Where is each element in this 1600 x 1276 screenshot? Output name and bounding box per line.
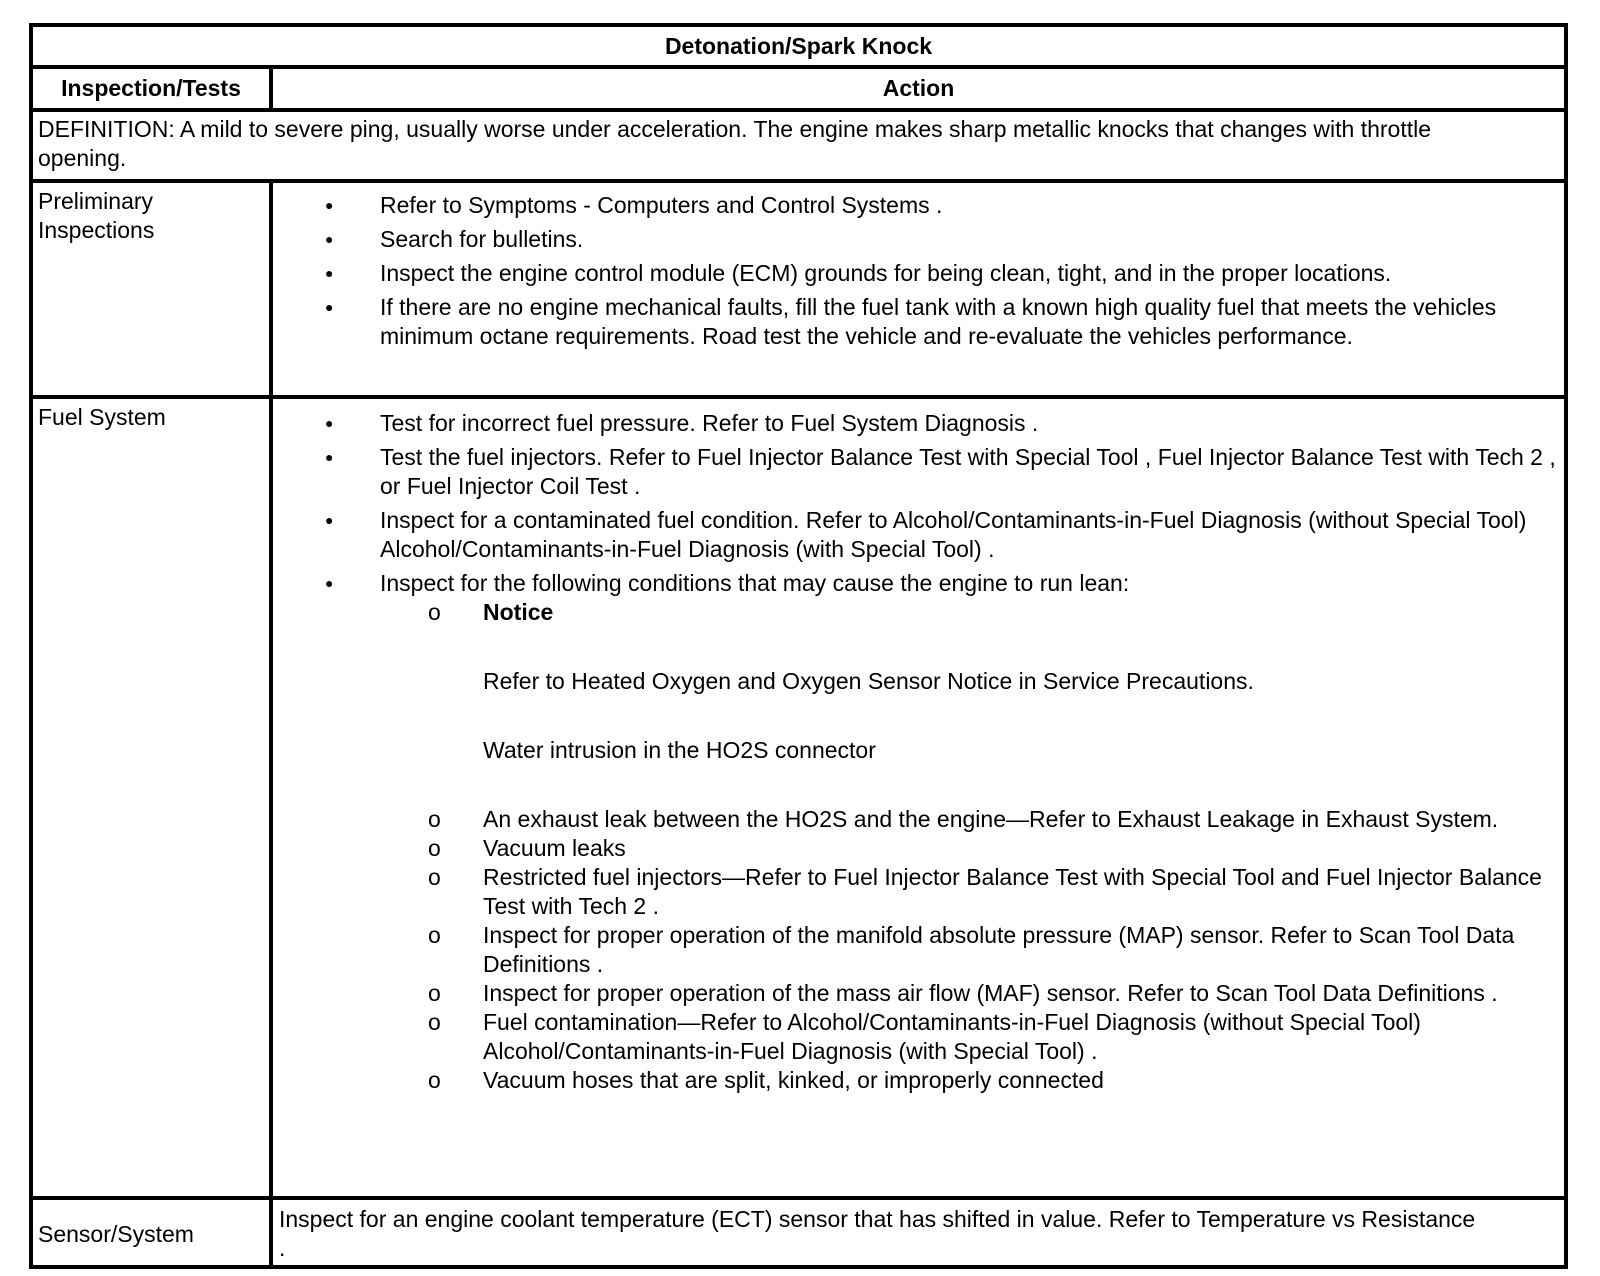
lean-conditions-list — [380, 598, 1556, 1095]
fuel-system-label: Fuel System — [33, 399, 273, 1196]
notice-heading: Notice — [483, 599, 554, 625]
sub-item-text: Vacuum leaks — [483, 835, 626, 861]
list-item — [273, 569, 1556, 1095]
sub-item-text: Vacuum hoses that are split, kinked, or improperly connected — [483, 1067, 1104, 1093]
list-item: ● Test the fuel injectors. Refer to Fuel Injector Balance Test with Special Tool , Fuel Injector Balance Test with Tech 2 , or Fuel Injector Coil Test . — [273, 443, 1556, 501]
header-action: Action — [882, 75, 955, 101]
sub-bullet: o — [428, 835, 441, 861]
lean-conditions-text: Inspect for the following conditions that may cause the engine to run lean: — [380, 570, 1130, 596]
notice-item — [273, 598, 1556, 765]
sub-item-text: Fuel contamination—Refer to Alcohol/Contaminants-in-Fuel Diagnosis (without Special Tool) Alcohol/Contaminants-in-Fuel Diagnosis (with Special Tool) . — [483, 1009, 1421, 1064]
sub-item — [273, 834, 1556, 863]
sub-item-text: Restricted fuel injectors—Refer to Fuel Injector Balance Test with Special Tool and Fuel Injector Balance Test with Tech 2 . — [483, 864, 1542, 919]
diagnostic-table — [29, 23, 1568, 1269]
sub-item-text: Inspect for proper operation of the manifold absolute pressure (MAP) sensor. Refer to Scan Tool Data Definitions . — [483, 922, 1515, 977]
sub-bullet: o — [428, 980, 441, 1006]
preliminary-list — [273, 191, 1554, 351]
sub-bullet: o — [428, 864, 441, 890]
table-title: Detonation/Spark Knock — [33, 27, 1564, 69]
header-inspection: Inspection/Tests — [33, 69, 273, 108]
list-item: ● Refer to Symptoms - Computers and Control Systems . — [273, 191, 1554, 220]
sub-item — [273, 1066, 1556, 1095]
sensor-text: Inspect for an engine coolant temperature (ECT) sensor that has shifted in value. Refer to Temperature vs Resistance . — [279, 1206, 1476, 1261]
list-item: ● If there are no engine mechanical faults, fill the fuel tank with a known high quality fuel that meets the vehicles minimum octane requirements. Road test the vehicle and re-evaluate the vehicles performance. — [273, 293, 1554, 351]
list-item: ● Test for incorrect fuel pressure. Refer to Fuel System Diagnosis . — [273, 409, 1556, 438]
fuel-list — [273, 409, 1556, 1095]
sub-bullet: o — [428, 806, 441, 832]
fuel-system-row — [33, 399, 1564, 1200]
sub-item-text: Inspect for proper operation of the mass air flow (MAF) sensor. Refer to Scan Tool Data Definitions . — [483, 980, 1498, 1006]
sensor-label: Sensor/System — [33, 1200, 273, 1269]
sub-bullet: o — [428, 1009, 441, 1035]
sub-item — [273, 863, 1556, 921]
preliminary-label: Preliminary Inspections — [33, 183, 273, 395]
list-item: ● Inspect for a contaminated fuel condition. Refer to Alcohol/Contaminants-in-Fuel Diagnosis (without Special Tool) Alcohol/Contaminants-in-Fuel Diagnosis (with Special Tool) . — [273, 506, 1556, 564]
definition-row: DEFINITION: A mild to severe ping, usually worse under acceleration. The engine makes sharp metallic knocks that changes with throttle opening. — [33, 112, 1564, 183]
sensor-row — [33, 1200, 1564, 1269]
list-item: ● Search for bulletins. — [273, 225, 1554, 254]
header-row — [33, 69, 1564, 112]
notice-text: Refer to Heated Oxygen and Oxygen Sensor Notice in Service Precautions. — [483, 668, 1254, 694]
notice-text-2: Water intrusion in the HO2S connector — [483, 737, 876, 763]
list-item: ● Inspect the engine control module (ECM) grounds for being clean, tight, and in the proper locations. — [273, 259, 1554, 288]
sub-item — [273, 1008, 1556, 1066]
sub-bullet: o — [428, 599, 441, 625]
sub-item-text: An exhaust leak between the HO2S and the engine—Refer to Exhaust Leakage in Exhaust System. — [483, 806, 1499, 832]
sub-item — [273, 979, 1556, 1008]
sub-item — [273, 805, 1556, 834]
sub-item — [273, 921, 1556, 979]
preliminary-row — [33, 183, 1564, 399]
sub-bullet: o — [428, 922, 441, 948]
sub-bullet: o — [428, 1067, 441, 1093]
